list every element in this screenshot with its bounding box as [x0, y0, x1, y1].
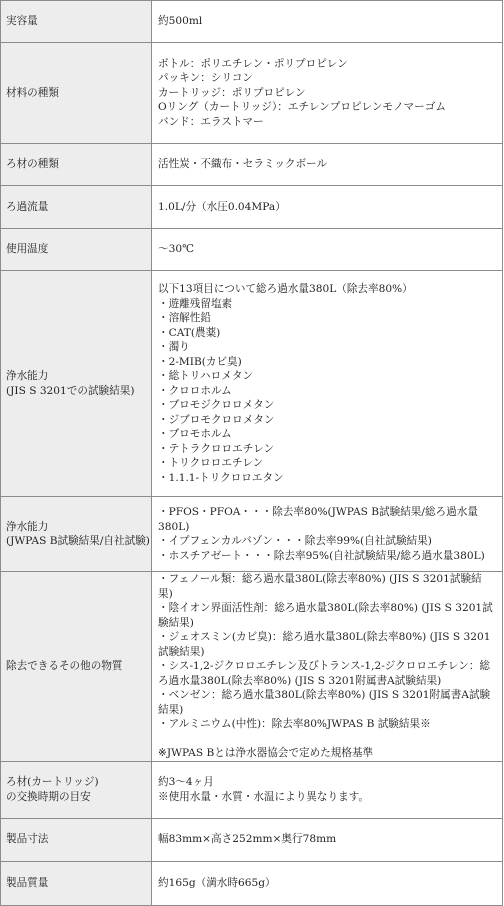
value-line: ・トリクロロエチレン	[158, 457, 264, 469]
value-line: 1.0L/分（水圧0.04MPa）	[158, 200, 286, 213]
spec-value	[152, 43, 503, 144]
label-line: (JWPAS B試験結果/自社試験)	[6, 535, 150, 547]
spec-value	[152, 761, 503, 818]
value-line: 約165g（満水時665g）	[158, 876, 276, 889]
spec-label	[1, 43, 152, 144]
value-line: 約500ml	[158, 15, 203, 28]
label-line: 実容量	[6, 15, 38, 28]
value-line: ・PFOS・PFOA・・・除去率80%(JWPAS B試験結果/総ろ過水量380L)	[158, 506, 478, 533]
value-line: Oリング（カートリッジ）：エチレンプロピレンモノマーゴム	[158, 101, 446, 114]
label-line: 使用温度	[6, 243, 49, 256]
spec-row-cartridge-replacement	[1, 761, 503, 818]
spec-row-purification-jis	[1, 271, 503, 497]
spec-row-purification-jwpas	[1, 497, 503, 572]
value-line: ・2-MIB(カビ臭)	[158, 355, 242, 368]
label-line: 製品質量	[6, 876, 49, 889]
value-line: バンド：エラストマー	[158, 115, 264, 128]
value-line: 活性炭・不織布・セラミックボール	[158, 158, 328, 171]
value-line: ボトル：ポリエチレン・ポリプロピレン	[158, 57, 348, 70]
spec-label	[1, 1, 152, 43]
label-line: ろ材の種類	[6, 158, 59, 171]
spec-label	[1, 271, 152, 497]
spec-value	[152, 229, 503, 271]
spec-row-capacity	[1, 1, 503, 43]
value-line: パッキン：シリコン	[158, 72, 254, 85]
value-line: ※使用水量・水質・水温により異なります。	[158, 790, 370, 803]
value-line: ・イプフェンカルバゾン・・・除去率99%(自社試験結果)	[158, 535, 432, 547]
value-line: ・ジェオスミン(カビ臭)：総ろ過水量380L(除去率80%) (JIS S 3201試験結果)	[158, 631, 491, 658]
label-line: (JIS S 3201での試験結果)	[6, 384, 135, 397]
spec-row-weight	[1, 861, 503, 905]
value-line: ・総トリハロメタン	[158, 370, 254, 382]
spec-label	[1, 761, 152, 818]
spec-label	[1, 144, 152, 186]
spec-label	[1, 861, 152, 905]
label-line: 製品寸法	[6, 833, 49, 846]
spec-row-filter-media	[1, 144, 503, 186]
label-line: ろ過流量	[6, 200, 49, 213]
spec-value	[152, 497, 503, 572]
spec-value	[152, 271, 503, 497]
spec-row-materials	[1, 43, 503, 144]
spec-label	[1, 497, 152, 572]
spec-row-dimensions	[1, 818, 503, 861]
spec-row-flow-rate	[1, 186, 503, 229]
value-line: 幅83mm×高さ252mm×奥行78mm	[158, 833, 337, 846]
label-line: 浄水能力	[6, 520, 49, 533]
value-line: ・陰イオン界面活性剤：総ろ過水量380L(除去率80%) (JIS S 3201試験結果)	[158, 602, 493, 629]
value-line: 約3～4ヶ月	[158, 776, 214, 788]
label-line: 除去できるその他の物質	[6, 660, 123, 672]
value-line: 以下13項目について総ろ過水量380L（除去率80%）	[158, 283, 413, 295]
value-line: ・アルミニウム(中性)：除去率80%JWPAS B 試験結果※	[158, 718, 431, 730]
value-line: ・1.1.1-トリクロロエタン	[158, 471, 284, 484]
spec-label	[1, 186, 152, 229]
value-line: ・溶解性鉛	[158, 312, 211, 324]
value-line: ～30℃	[158, 243, 194, 256]
label-line: 材料の種類	[6, 86, 59, 99]
value-line: ・遊離残留塩素	[158, 297, 233, 310]
spec-value	[152, 1, 503, 43]
spec-row-temperature	[1, 229, 503, 271]
value-line: ・フェノール類：総ろ過水量380L(除去率80%) (JIS S 3201試験結果)	[158, 573, 482, 600]
blank-line	[158, 732, 496, 747]
spec-value	[152, 818, 503, 861]
value-line: ・CAT(農薬)	[158, 326, 221, 339]
value-line: ・シス-1,2-ジクロロエチレン及びトランス-1,2-ジクロロエチレン：総ろ過水量380L(除去率80%) (JIS S 3201附属書A試験結果)	[158, 660, 491, 687]
spec-value	[152, 144, 503, 186]
value-line: ・ホスチアゼート・・・除去率95%(自社試験結果/総ろ過水量380L)	[158, 549, 485, 562]
value-line: ・ジブロモクロロメタン	[158, 413, 275, 426]
label-line: の交換時期の目安	[6, 790, 91, 803]
label-line: 浄水能力	[6, 370, 49, 382]
spec-label	[1, 572, 152, 762]
value-line: カートリッジ：ポリプロピレン	[158, 86, 306, 99]
value-line: ・ベンゼン：総ろ過水量380L(除去率80%) (JIS S 3201附属書A試験結果)	[158, 689, 491, 716]
label-line: ろ材(カートリッジ)	[6, 776, 99, 788]
spec-value	[152, 186, 503, 229]
spec-row-other-substances	[1, 572, 503, 762]
value-line: ・テトラクロロエチレン	[158, 442, 275, 455]
spec-label	[1, 229, 152, 271]
spec-value	[152, 572, 503, 762]
value-line: ・クロロホルム	[158, 384, 232, 397]
value-line: ・ブロモジクロロメタン	[158, 399, 275, 411]
spec-label	[1, 818, 152, 861]
value-note: ※JWPAS Bとは浄水器協会で定めた規格基準	[158, 747, 374, 759]
value-line: ・濁り	[158, 341, 190, 353]
value-line: ・ブロモホルム	[158, 428, 232, 440]
spec-value	[152, 861, 503, 905]
